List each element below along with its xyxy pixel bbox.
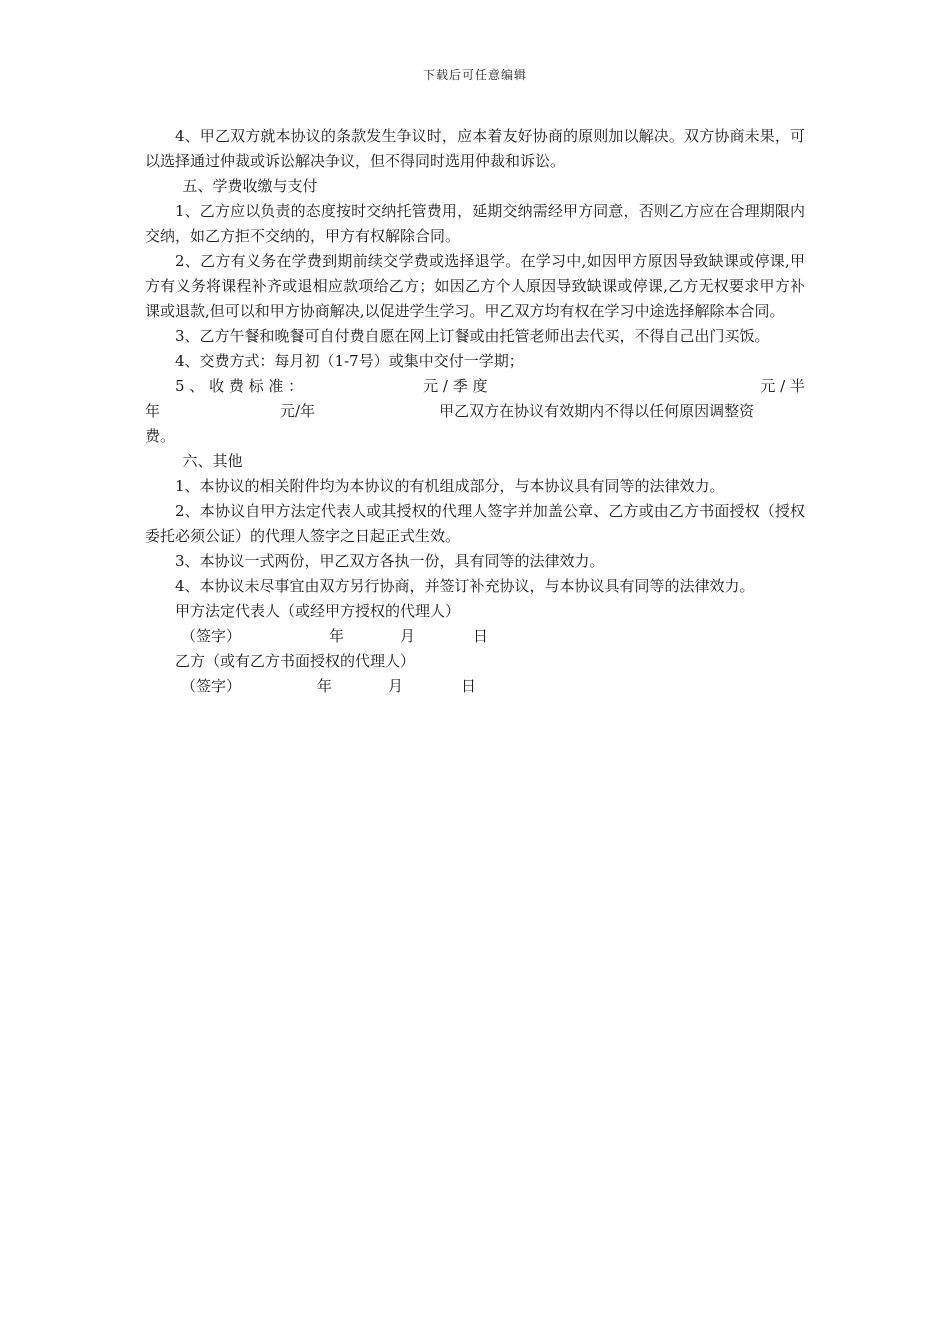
party-b-signature-label: 乙方（或有乙方书面授权的代理人） bbox=[175, 652, 416, 670]
page-header-note: 下载后可任意编辑 bbox=[422, 68, 527, 82]
section-5-title: 五、学费收缴与支付 bbox=[182, 177, 318, 195]
section-5-item-1: 1、乙方应以负责的态度按时交纳托管费用，延期交纳需经甲方同意，否则乙方应在合理期限内交纳，如乙方拒不交纳的，甲方有权解除合同。 bbox=[145, 202, 805, 245]
section-5-item-4: 4、交费方式：每月初（1-7号）或集中交付一学期； bbox=[175, 352, 524, 370]
party-a-signature-label: 甲方法定代表人（或经甲方授权的代理人） bbox=[175, 602, 461, 620]
section-5-item-5-line1 bbox=[145, 374, 805, 399]
party-b-month: 月 bbox=[388, 677, 404, 695]
document-body bbox=[145, 124, 805, 699]
party-a-month: 月 bbox=[400, 627, 416, 645]
party-a-signature-row bbox=[145, 624, 805, 649]
party-b-signature-row bbox=[145, 674, 805, 699]
party-b-year: 年 bbox=[317, 677, 333, 695]
fee-per-quarter: 元 / 季 度 bbox=[423, 377, 488, 395]
fee-per-half-year: 元 / 半 bbox=[760, 377, 805, 395]
party-b-day: 日 bbox=[461, 677, 477, 695]
party-b-sign: （签字） bbox=[181, 677, 242, 695]
section-5-item-5-line2 bbox=[145, 399, 805, 424]
fee-adjust-note-end: 费。 bbox=[145, 427, 176, 445]
section-6-item-4: 4、本协议未尽事宜由双方另行协商，并签订补充协议，与本协议具有同等的法律效力。 bbox=[175, 577, 755, 595]
section-5-item-2: 2、乙方有义务在学费到期前续交学费或选择退学。在学习中,如因甲方原因导致缺课或停课,甲方有义务将课程补齐或退相应款项给乙方；如因乙方个人原因导致缺课或停课,乙方无权要求甲方补课或退款,但可以和甲方协商解决,以促进学生学习。甲乙双方均有权在学习中途选择解除本合同。 bbox=[145, 252, 805, 320]
party-a-day: 日 bbox=[473, 627, 489, 645]
section-6-title: 六、其他 bbox=[182, 452, 243, 470]
section-5-item-3: 3、乙方午餐和晚餐可自付费自愿在网上订餐或由托管老师出去代买，不得自己出门买饭。 bbox=[175, 327, 770, 345]
party-a-year: 年 bbox=[329, 627, 345, 645]
fee-adjust-note-start: 甲乙双方在协议有效期内不得以任何原因调整资 bbox=[439, 402, 755, 420]
section-6-item-2: 2、本协议自甲方法定代表人或其授权的代理人签字并加盖公章、乙方或由乙方书面授权（授权委托必须公证）的代理人签字之日起正式生效。 bbox=[145, 502, 805, 545]
fee-year-char: 年 bbox=[145, 402, 161, 420]
party-a-sign: （签字） bbox=[181, 627, 242, 645]
fee-per-year: 元/年 bbox=[280, 402, 316, 420]
fee-standard-label: 5 、 收 费 标 准 ： bbox=[175, 377, 304, 395]
section-6-item-1: 1、本协议的相关附件均为本协议的有机组成部分，与本协议具有同等的法律效力。 bbox=[175, 477, 725, 495]
section-6-item-3: 3、本协议一式两份，甲乙双方各执一份，具有同等的法律效力。 bbox=[175, 552, 605, 570]
clause-4-dispute: 4、甲乙双方就本协议的条款发生争议时，应本着友好协商的原则加以解决。双方协商未果，可以选择通过仲裁或诉讼解决争议，但不得同时选用仲裁和诉讼。 bbox=[145, 127, 805, 170]
